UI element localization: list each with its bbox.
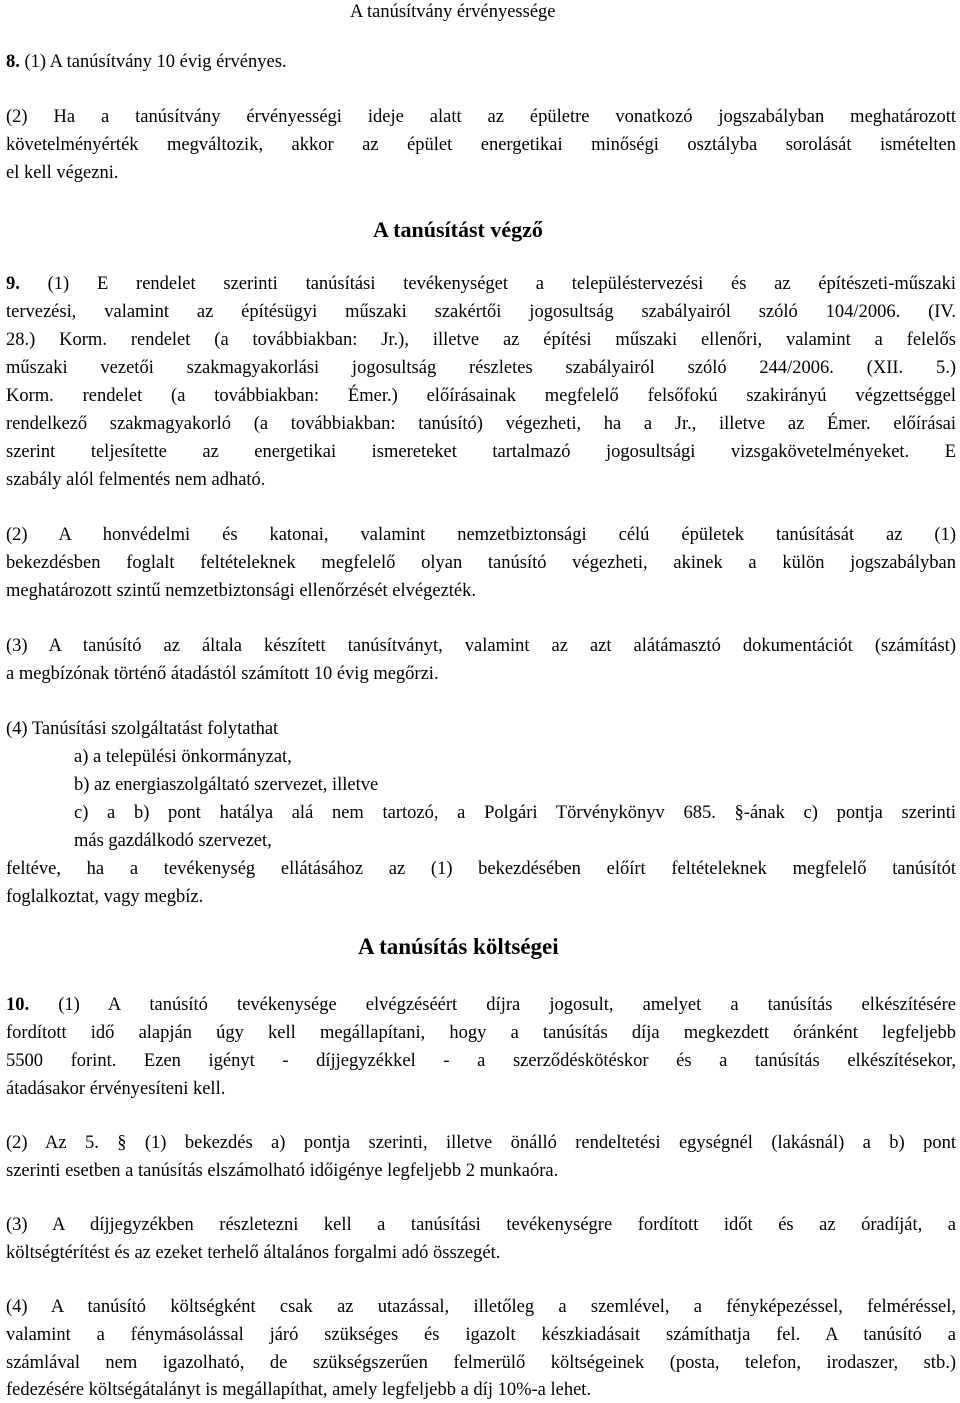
section-10-p2-line-1: (2) Az 5. § (1) bekezdés a) pontja szerinti, illetve önálló rendeltetési egységnél (lakásnál) a b) pont (6, 1133, 956, 1153)
section-9-p4-item-c-cont: más gazdálkodó szervezet, (74, 831, 272, 851)
section-10-number: 10. (6, 995, 30, 1015)
section-9-p1-line-5: Korm. rendelet (a továbbiakban: Émer.) előírásainak megfelelő felsőfokú szakirányú végzettséggel (6, 386, 956, 406)
section-9-number: 9. (6, 274, 20, 294)
section-9-p2-line-2: bekezdésben foglalt feltételeknek megfelelő olyan tanúsító végezheti, akinek a külön jogszabályban (6, 553, 956, 573)
section-8-number: 8. (6, 52, 20, 72)
section-8-paragraph-1 (6, 49, 956, 75)
section-10-p4-line-4: fedezésére költségátalányt is megállapíthat, amely legfeljebb a díj 10%-a lehet. (6, 1380, 592, 1400)
section-9-p3-line-2: a megbízónak történő átadástól számított 10 évig megőrzi. (6, 664, 439, 684)
section-heading-costs: A tanúsítás költségei (358, 934, 559, 959)
section-10-p1-line-4: átadásakor érvényesíteni kell. (6, 1079, 226, 1099)
section-10-p4-line-2: valamint a fénymásolással járó szükséges és igazolt készkiadásait számíthatja fel. A tanúsító a (6, 1325, 956, 1345)
section-10-p3-line-1: (3) A díjjegyzékben részletezni kell a tanúsítási tevékenységre fordított időt és az óradíját, a (6, 1215, 956, 1235)
section-heading-certifier: A tanúsítást végző (373, 217, 543, 242)
section-9-p1-line-2: tervezési, valamint az építésügyi műszaki szakértői jogosultság szabályairól szóló 104/2006. (IV. (6, 302, 956, 322)
section-8-p2-line-2: követelményérték megváltozik, akkor az épület energetikai minőségi osztályba sorolását ismételten (6, 135, 956, 155)
section-9-p2-line-3: meghatározott szintű nemzetbiztonsági ellenőrzését elvégezték. (6, 581, 477, 601)
section-9-p4-end-line-2: foglalkoztat, vagy megbíz. (6, 887, 204, 907)
section-9-p1-line-1 (6, 271, 956, 297)
section-9-p1-line-4: műszaki vezetői szakmagyakorlási jogosultság részletes szabályairól szóló 244/2006. (XII. 5.) (6, 358, 956, 378)
section-10-p2-line-2: szerinti esetben a tanúsítás elszámolható időigénye legfeljebb 2 munkaóra. (6, 1161, 559, 1181)
section-10-p1-first-text: (1) A tanúsító tevékenysége elvégzéséért díjra jogosult, amelyet a tanúsítás elkészítésére (58, 995, 956, 1015)
section-9-p1-line-3: 28.) Korm. rendelet (a továbbiakban: Jr.), illetve az építési műszaki ellenőri, valamint a felelős (6, 330, 956, 350)
section-10-p3-line-2: költségtérítést és az ezeket terhelő általános forgalmi adó összegét. (6, 1243, 501, 1263)
section-9-p4-item-a: a) a települési önkormányzat, (74, 747, 292, 767)
section-9-p4-intro: (4) Tanúsítási szolgáltatást folytathat (6, 719, 279, 739)
section-8-p2-line-1: (2) Ha a tanúsítvány érvényességi ideje alatt az épületre vonatkozó jogszabályban meghatározott (6, 107, 956, 127)
section-10-p1-line-2: fordított idő alapján úgy kell megállapítani, hogy a tanúsítás díja megkezdett óránként legfeljebb (6, 1023, 956, 1043)
section-9-p1-line-6: rendelkező szakmagyakorló (a továbbiakban: tanúsító) végezheti, ha a Jr., illetve az Émer. előírásai (6, 414, 956, 434)
section-8-p1-text: (1) A tanúsítvány 10 évig érvényes. (24, 52, 287, 72)
section-10-p1-line-3: 5500 forint. Ezen igényt - díjjegyzékkel - a szerződéskötéskor és a tanúsítás elkészítésekor, (6, 1051, 956, 1071)
section-9-p1-first-text: (1) E rendelet szerinti tanúsítási tevékenységet a településtervezési és az építészeti-műszaki (47, 274, 957, 294)
section-10-p4-line-3: számlával nem igazolható, de szükségszerűen felmerülő költségeinek (posta, telefon, irodaszer, stb.) (6, 1353, 956, 1373)
section-9-p4-end-line-1: feltéve, ha a tevékenység ellátásához az (1) bekezdésében előírt feltételeknek megfelelő tanúsítót (6, 859, 956, 879)
section-9-p3-line-1: (3) A tanúsító az általa készített tanúsítványt, valamint az azt alátámasztó dokumentációt (számítást) (6, 636, 956, 656)
section-10-p4-line-1: (4) A tanúsító költségként csak az utazással, illetőleg a szemlével, a fényképezéssel, felméréssel, (6, 1297, 956, 1317)
section-9-p1-line-8: szabály alól felmentés nem adható. (6, 470, 266, 490)
section-9-p1-line-7: szerint teljesítette az energetikai ismereteket tartalmazó jogosultsági vizsgakövetelményeket. E (6, 442, 956, 462)
section-9-p4-item-c: c) a b) pont hatálya alá nem tartozó, a Polgári Törvénykönyv 685. §-ának c) pontja szerinti (74, 803, 956, 823)
section-9-p4-item-b: b) az energiaszolgáltató szervezet, illetve (74, 775, 379, 795)
section-8-p2-line-3: el kell végezni. (6, 163, 119, 183)
section-9-p2-line-1: (2) A honvédelmi és katonai, valamint nemzetbiztonsági célú épületek tanúsítását az (1) (6, 525, 956, 545)
section-10-p1-line-1 (6, 992, 956, 1018)
section-heading-validity: A tanúsítvány érvényessége (350, 2, 556, 22)
